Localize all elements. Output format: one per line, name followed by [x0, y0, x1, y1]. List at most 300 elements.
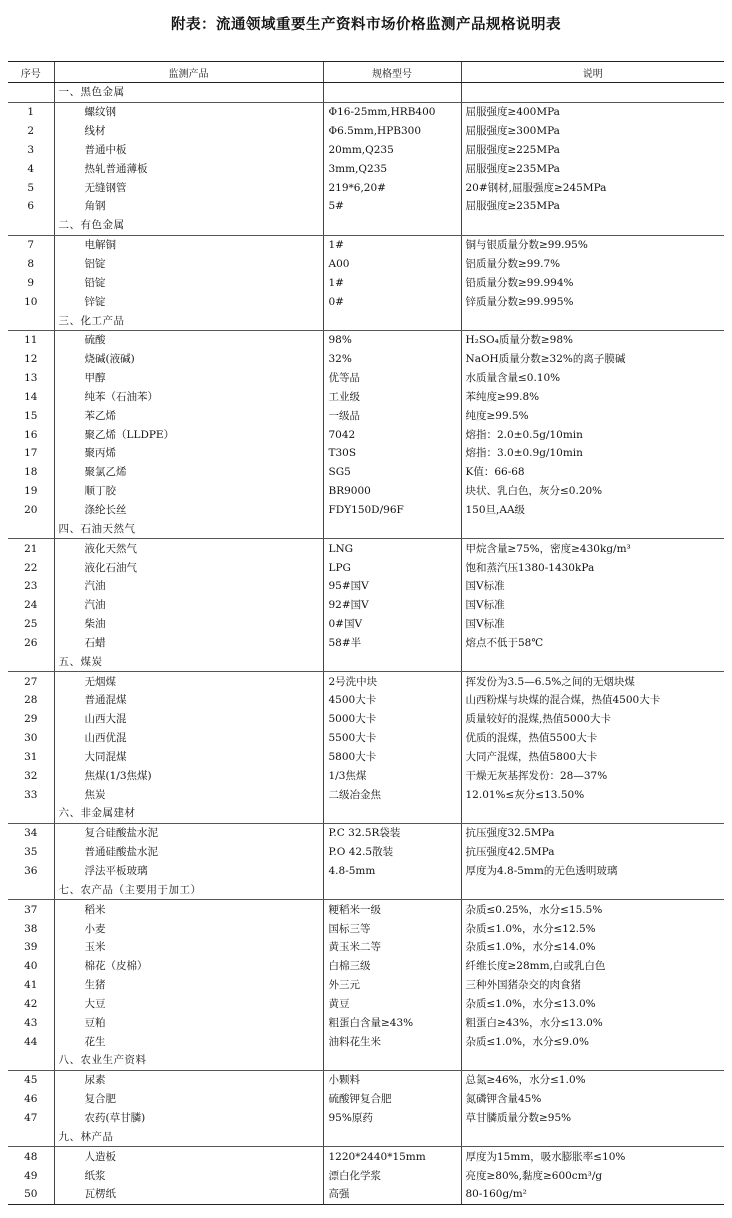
product-name: 聚氯乙烯 [54, 463, 323, 482]
product-name: 聚乙烯（LLDPE） [54, 425, 323, 444]
row-number: 19 [24, 485, 38, 498]
spec-description: K值：66-68 [461, 463, 724, 482]
product-name: 液化天然气 [54, 539, 323, 558]
table-row [8, 235, 724, 254]
table-row [8, 1109, 724, 1128]
row-number: 4 [27, 162, 35, 175]
row-number: 44 [24, 1035, 38, 1048]
spec-model: 一级品 [323, 406, 461, 425]
spec-description: 杂质≤1.0%，水分≤12.5% [461, 919, 724, 938]
row-number: 27 [24, 675, 38, 688]
table-row [8, 122, 724, 141]
spec-description: 厚度为15mm，吸水膨胀率≤10% [461, 1147, 724, 1166]
spec-description: 亮度≥80%,黏度≥600cm³/g [461, 1166, 724, 1185]
row-number: 39 [24, 941, 38, 954]
table-row [8, 577, 724, 596]
header-spec: 规格型号 [323, 62, 461, 83]
table-row [8, 1032, 724, 1051]
spec-model: 高强 [323, 1185, 461, 1204]
spec-model: 小颗料 [323, 1070, 461, 1089]
category-no-cell [8, 216, 54, 235]
category-spec-cell [323, 804, 461, 823]
row-number: 31 [24, 750, 38, 763]
category-row [8, 880, 724, 899]
spec-model: 硫酸钾复合肥 [323, 1090, 461, 1109]
product-name: 小麦 [54, 919, 323, 938]
category-label: 三、化工产品 [54, 311, 323, 330]
product-name: 电解铜 [54, 235, 323, 254]
product-name: 铅锭 [54, 273, 323, 292]
row-number: 12 [24, 353, 38, 366]
spec-model: 漂白化学浆 [323, 1166, 461, 1185]
spec-description: 三种外国猪杂交的肉食猪 [461, 976, 724, 995]
category-desc-cell [461, 83, 724, 103]
category-spec-cell [323, 880, 461, 899]
row-number: 20 [24, 503, 38, 516]
table-row [8, 729, 724, 748]
product-spec-table [8, 61, 724, 1205]
category-row [8, 1051, 724, 1070]
spec-model: 粳稻米一级 [323, 900, 461, 919]
spec-description: 草甘膦质量分数≥95% [461, 1109, 724, 1128]
category-row [8, 83, 724, 103]
spec-model: 1220*2440*15mm [323, 1147, 461, 1166]
table-row [8, 350, 724, 369]
table-row [8, 1166, 724, 1185]
table-row [8, 766, 724, 785]
spec-description: 纯度≥99.5% [461, 406, 724, 425]
product-name: 山西大混 [54, 710, 323, 729]
category-desc-cell [461, 519, 724, 538]
product-name: 甲醇 [54, 369, 323, 388]
category-no-cell [8, 311, 54, 330]
spec-model: 92#国Ⅴ [323, 596, 461, 615]
spec-model: 白棉三级 [323, 957, 461, 976]
row-number: 43 [24, 1016, 38, 1029]
row-number: 16 [24, 428, 38, 441]
spec-description: 屈服强度≥235MPa [461, 197, 724, 216]
category-no-cell [8, 519, 54, 538]
product-name: 复合硅酸盐水泥 [54, 823, 323, 842]
category-label: 四、石油天然气 [54, 519, 323, 538]
spec-model: 1/3焦煤 [323, 766, 461, 785]
table-row [8, 862, 724, 881]
category-row [8, 519, 724, 538]
table-body [8, 83, 724, 1205]
table-row [8, 596, 724, 615]
spec-model: Φ6.5mm,HPB300 [323, 122, 461, 141]
table-row [8, 1185, 724, 1204]
spec-description: 挥发份为3.5—6.5%之间的无烟块煤 [461, 672, 724, 691]
spec-model: 3mm,Q235 [323, 159, 461, 178]
spec-description: 熔指：2.0±0.5g/10min [461, 425, 724, 444]
product-name: 纯苯（石油苯） [54, 388, 323, 407]
table-row [8, 938, 724, 957]
category-label: 八、农业生产资料 [54, 1051, 323, 1070]
table-row [8, 900, 724, 919]
product-name: 生猪 [54, 976, 323, 995]
product-name: 柴油 [54, 615, 323, 634]
spec-description: 150旦,AA级 [461, 501, 724, 520]
table-row [8, 1070, 724, 1089]
product-name: 焦炭 [54, 785, 323, 804]
spec-description: 国Ⅴ标准 [461, 596, 724, 615]
header-product: 监测产品 [54, 62, 323, 83]
row-number: 15 [24, 409, 38, 422]
spec-model: 工业级 [323, 388, 461, 407]
spec-description: 屈服强度≥400MPa [461, 102, 724, 121]
spec-model: 98% [323, 330, 461, 349]
table-row [8, 197, 724, 216]
category-label: 六、非金属建材 [54, 804, 323, 823]
table-row [8, 633, 724, 652]
spec-model: 黄玉米二等 [323, 938, 461, 957]
table-row [8, 255, 724, 274]
spec-model: BR9000 [323, 482, 461, 501]
category-no-cell [8, 652, 54, 671]
row-number: 21 [24, 542, 38, 555]
spec-description: 氮磷钾含量45% [461, 1090, 724, 1109]
table-row [8, 710, 724, 729]
category-no-cell [8, 1127, 54, 1146]
product-name: 无烟煤 [54, 672, 323, 691]
spec-model: 二级冶金焦 [323, 785, 461, 804]
spec-description: 国Ⅴ标准 [461, 615, 724, 634]
product-name: 聚丙烯 [54, 444, 323, 463]
spec-description: NaOH质量分数≥32%的离子膜碱 [461, 350, 724, 369]
row-number: 34 [24, 827, 38, 840]
spec-description: 纤维长度≥28mm,白或乳白色 [461, 957, 724, 976]
spec-model: 7042 [323, 425, 461, 444]
spec-model: 1# [323, 273, 461, 292]
row-number: 48 [24, 1150, 38, 1163]
table-row [8, 919, 724, 938]
spec-description: 铝质量分数≥99.7% [461, 255, 724, 274]
category-desc-cell [461, 880, 724, 899]
row-number: 10 [24, 295, 38, 308]
spec-description: 熔指：3.0±0.9g/10min [461, 444, 724, 463]
product-name: 玉米 [54, 938, 323, 957]
spec-description: 水质量含量≤0.10% [461, 369, 724, 388]
category-label: 九、林产品 [54, 1127, 323, 1146]
row-number: 40 [24, 960, 38, 973]
table-row [8, 482, 724, 501]
spec-model: 黄豆 [323, 995, 461, 1014]
row-number: 33 [24, 788, 38, 801]
spec-model: 5500大卡 [323, 729, 461, 748]
product-name: 铝锭 [54, 255, 323, 274]
category-label: 一、黑色金属 [54, 83, 323, 103]
category-row [8, 1127, 724, 1146]
table-row [8, 102, 724, 121]
category-desc-cell [461, 216, 724, 235]
spec-model: 0# [323, 292, 461, 311]
row-number: 8 [27, 258, 35, 271]
spec-description: 优质的混煤，热值5500大卡 [461, 729, 724, 748]
spec-description: 干燥无灰基挥发份：28—37% [461, 766, 724, 785]
spec-description: 屈服强度≥235MPa [461, 159, 724, 178]
spec-description: 屈服强度≥300MPa [461, 122, 724, 141]
product-name: 烧碱(液碱) [54, 350, 323, 369]
table-row [8, 539, 724, 558]
table-row [8, 501, 724, 520]
product-name: 大同混煤 [54, 748, 323, 767]
spec-description: 甲烷含量≥75%，密度≥430kg/m³ [461, 539, 724, 558]
product-name: 汽油 [54, 577, 323, 596]
spec-model: 4.8-5mm [323, 862, 461, 881]
category-no-cell [8, 83, 54, 103]
row-number: 3 [27, 143, 35, 156]
spec-description: 厚度为4.8-5mm的无色透明玻璃 [461, 862, 724, 881]
table-row [8, 995, 724, 1014]
row-number: 2 [27, 125, 35, 138]
category-no-cell [8, 880, 54, 899]
spec-model: 优等品 [323, 369, 461, 388]
table-row [8, 785, 724, 804]
category-row [8, 311, 724, 330]
product-name: 尿素 [54, 1070, 323, 1089]
table-row [8, 388, 724, 407]
category-no-cell [8, 804, 54, 823]
spec-description: 质量较好的混煤,热值5000大卡 [461, 710, 724, 729]
spec-description: 国Ⅴ标准 [461, 577, 724, 596]
row-number: 46 [24, 1093, 38, 1106]
product-name: 棉花（皮棉） [54, 957, 323, 976]
product-name: 农药(草甘膦) [54, 1109, 323, 1128]
spec-model: 5000大卡 [323, 710, 461, 729]
header-no: 序号 [8, 62, 54, 83]
table-row [8, 672, 724, 691]
product-name: 顺丁胶 [54, 482, 323, 501]
product-name: 螺纹钢 [54, 102, 323, 121]
spec-description: 20#钢材,屈服强度≥245MPa [461, 178, 724, 197]
table-row [8, 748, 724, 767]
row-number: 37 [24, 903, 38, 916]
page-title: 附表：流通领域重要生产资料市场价格监测产品规格说明表 [171, 16, 561, 33]
row-number: 28 [24, 694, 38, 707]
category-spec-cell [323, 216, 461, 235]
row-number: 7 [27, 239, 35, 252]
table-row [8, 273, 724, 292]
spec-model: 219*6,20# [323, 178, 461, 197]
category-desc-cell [461, 1051, 724, 1070]
row-number: 30 [24, 732, 38, 745]
product-name: 苯乙烯 [54, 406, 323, 425]
product-name: 纸浆 [54, 1166, 323, 1185]
spec-model: 外三元 [323, 976, 461, 995]
product-name: 焦煤(1/3焦煤) [54, 766, 323, 785]
category-desc-cell [461, 1127, 724, 1146]
spec-description: 饱和蒸汽压1380-1430kPa [461, 558, 724, 577]
row-number: 22 [24, 561, 38, 574]
category-label: 七、农产品（主要用于加工） [54, 880, 323, 899]
spec-model: 5800大卡 [323, 748, 461, 767]
table-row [8, 159, 724, 178]
spec-model: 95%原药 [323, 1109, 461, 1128]
spec-description: 杂质≤1.0%，水分≤9.0% [461, 1032, 724, 1051]
product-name: 液化石油气 [54, 558, 323, 577]
category-row [8, 216, 724, 235]
row-number: 5 [27, 181, 35, 194]
table-row [8, 976, 724, 995]
spec-description: 铜与银质量分数≥99.95% [461, 235, 724, 254]
category-spec-cell [323, 519, 461, 538]
product-name: 角钢 [54, 197, 323, 216]
product-name: 涤纶长丝 [54, 501, 323, 520]
row-number: 35 [24, 846, 38, 859]
spec-description: 抗压强度32.5MPa [461, 823, 724, 842]
spec-model: 油料花生米 [323, 1032, 461, 1051]
category-spec-cell [323, 1051, 461, 1070]
spec-model: A00 [323, 255, 461, 274]
spec-model: 1# [323, 235, 461, 254]
row-number: 42 [24, 997, 38, 1010]
spec-model: 2号洗中块 [323, 672, 461, 691]
category-spec-cell [323, 311, 461, 330]
table-row [8, 957, 724, 976]
spec-description: 抗压强度42.5MPa [461, 843, 724, 862]
spec-description: 铅质量分数≥99.994% [461, 273, 724, 292]
product-name: 普通混煤 [54, 691, 323, 710]
category-row [8, 804, 724, 823]
category-spec-cell [323, 1127, 461, 1146]
product-name: 汽油 [54, 596, 323, 615]
table-row [8, 406, 724, 425]
spec-description: 杂质≤0.25%，水分≤15.5% [461, 900, 724, 919]
category-desc-cell [461, 311, 724, 330]
table-row [8, 1090, 724, 1109]
table-row [8, 558, 724, 577]
row-number: 49 [24, 1169, 38, 1182]
row-number: 50 [8, 1185, 54, 1204]
row-number: 24 [24, 599, 38, 612]
row-number: 41 [24, 979, 38, 992]
spec-description: 块状、乳白色，灰分≤0.20% [461, 482, 724, 501]
table-row [8, 463, 724, 482]
table-row [8, 843, 724, 862]
spec-model: P.O 42.5散装 [323, 843, 461, 862]
row-number: 26 [24, 636, 38, 649]
spec-model: 4500大卡 [323, 691, 461, 710]
spec-description: 锌质量分数≥99.995% [461, 292, 724, 311]
category-label: 二、有色金属 [54, 216, 323, 235]
spec-model: 95#国Ⅴ [323, 577, 461, 596]
row-number: 29 [24, 713, 38, 726]
row-number: 32 [24, 769, 38, 782]
category-label: 五、煤炭 [54, 652, 323, 671]
table-header-row [8, 62, 724, 83]
spec-model: P.C 32.5R袋装 [323, 823, 461, 842]
spec-model: SG5 [323, 463, 461, 482]
spec-description: 苯纯度≥99.8% [461, 388, 724, 407]
product-name: 普通硅酸盐水泥 [54, 843, 323, 862]
table-row [8, 425, 724, 444]
spec-model: 58#半 [323, 633, 461, 652]
spec-model: FDY150D/96F [323, 501, 461, 520]
category-spec-cell [323, 83, 461, 103]
product-name: 山西优混 [54, 729, 323, 748]
spec-description: 80-160g/m² [461, 1185, 724, 1204]
spec-description: 大同产混煤，热值5800大卡 [461, 748, 724, 767]
category-no-cell [8, 1051, 54, 1070]
product-name: 浮法平板玻璃 [54, 862, 323, 881]
row-number: 36 [24, 865, 38, 878]
product-name: 锌锭 [54, 292, 323, 311]
row-number: 18 [24, 466, 38, 479]
spec-model: 粗蛋白含量≥43% [323, 1013, 461, 1032]
row-number: 14 [24, 390, 38, 403]
product-name: 热轧普通薄板 [54, 159, 323, 178]
table-row [8, 615, 724, 634]
product-name: 大豆 [54, 995, 323, 1014]
category-spec-cell [323, 652, 461, 671]
spec-model: LPG [323, 558, 461, 577]
product-name: 复合肥 [54, 1090, 323, 1109]
spec-model: 0#国Ⅴ [323, 615, 461, 634]
table-row [8, 330, 724, 349]
spec-description: 熔点不低于58℃ [461, 633, 724, 652]
product-name: 硫酸 [54, 330, 323, 349]
spec-model: LNG [323, 539, 461, 558]
spec-description: 总氮≥46%，水分≤1.0% [461, 1070, 724, 1089]
product-name: 普通中板 [54, 141, 323, 160]
product-name: 豆粕 [54, 1013, 323, 1032]
table-row [8, 823, 724, 842]
row-number: 9 [27, 276, 35, 289]
spec-description: 12.01%≤灰分≤13.50% [461, 785, 724, 804]
product-name: 无缝钢管 [54, 178, 323, 197]
spec-description: 屈服强度≥225MPa [461, 141, 724, 160]
product-name: 线材 [54, 122, 323, 141]
row-number: 45 [24, 1074, 38, 1087]
table-row [8, 444, 724, 463]
category-desc-cell [461, 804, 724, 823]
spec-model: 32% [323, 350, 461, 369]
row-number: 13 [24, 372, 38, 385]
spec-description: 粗蛋白≥43%，水分≤13.0% [461, 1013, 724, 1032]
table-row [8, 1147, 724, 1166]
row-number: 25 [24, 618, 38, 631]
product-name: 花生 [54, 1032, 323, 1051]
spec-model: T30S [323, 444, 461, 463]
row-number: 23 [24, 580, 38, 593]
row-number: 11 [24, 334, 38, 347]
row-number: 6 [27, 200, 35, 213]
spec-description: H₂SO₄质量分数≥98% [461, 330, 724, 349]
spec-model: 20mm,Q235 [323, 141, 461, 160]
spec-model: 5# [323, 197, 461, 216]
category-desc-cell [461, 652, 724, 671]
spec-model: Φ16-25mm,HRB400 [323, 102, 461, 121]
row-number: 1 [27, 106, 35, 119]
spec-description: 山西粉煤与块煤的混合煤，热值4500大卡 [461, 691, 724, 710]
spec-model: 国标三等 [323, 919, 461, 938]
product-name: 稻米 [54, 900, 323, 919]
table-row [8, 691, 724, 710]
table-row [8, 178, 724, 197]
row-number: 38 [24, 922, 38, 935]
row-number: 17 [24, 447, 38, 460]
row-number: 47 [24, 1111, 38, 1124]
header-desc: 说明 [461, 62, 724, 83]
category-row [8, 652, 724, 671]
spec-description: 杂质≤1.0%，水分≤13.0% [461, 995, 724, 1014]
spec-description: 杂质≤1.0%，水分≤14.0% [461, 938, 724, 957]
table-row [8, 369, 724, 388]
table-row [8, 292, 724, 311]
table-row [8, 141, 724, 160]
product-name: 人造板 [54, 1147, 323, 1166]
